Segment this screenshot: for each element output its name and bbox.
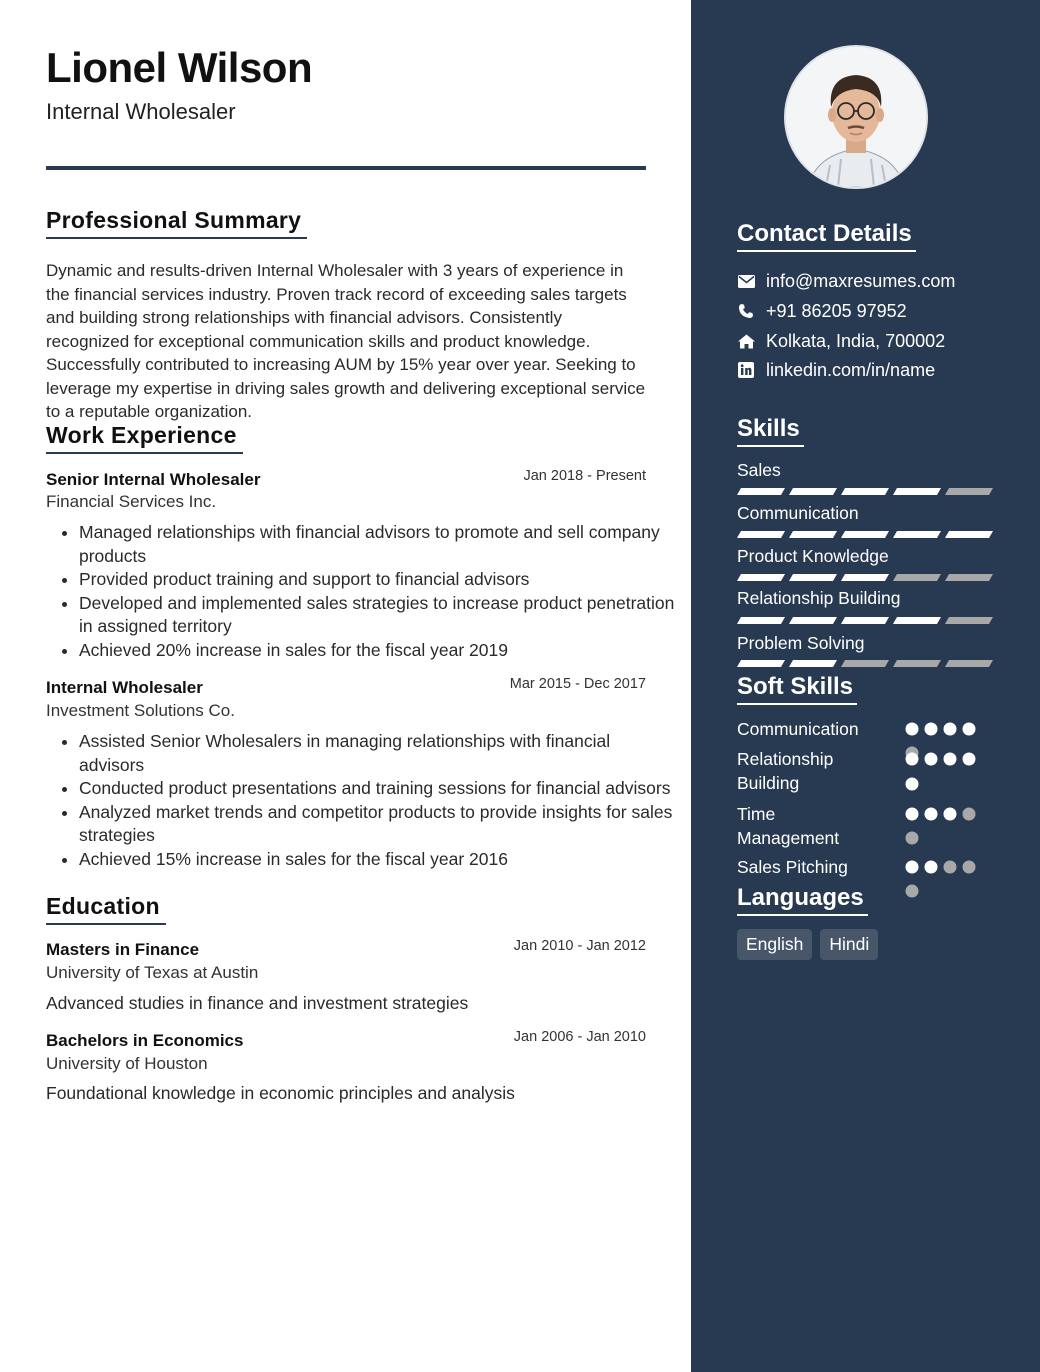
skill-segment-filled [737,531,785,538]
skill-segment-filled [841,617,889,624]
header-divider [46,166,646,170]
languages-list [737,929,878,960]
skill-segment-filled [737,660,785,667]
contact-linkedin-text: linkedin.com/in/name [766,359,936,380]
skill-segment-filled [945,531,993,538]
soft-skill-dots [905,807,985,857]
skill-segment-filled [893,488,941,495]
skill-segment-empty [945,660,993,667]
dot-filled [906,778,919,791]
education-description: Advanced studies in finance and investment strategies [46,993,469,1013]
skill-level-bar [737,617,993,624]
degree-title: Masters in Finance [46,940,200,959]
job-bullet: • Analyzed market trends and competitor products to provide insights for sales strategies [79,801,679,848]
dot-filled [925,808,938,821]
job-bullet: • Achieved 20% increase in sales for the fiscal year 2019 [79,639,679,663]
skill-level-bar [737,574,993,581]
dot-filled [925,861,938,874]
skill-segment-empty [893,574,941,581]
phone-icon [737,302,755,320]
soft-skill-name: Communication [737,719,859,739]
job-bullet: • Developed and implemented sales strategies to increase product penetration in assigned territory [79,592,679,639]
skills-heading: Skills [737,415,804,447]
candidate-title: Internal Wholesaler [46,99,236,124]
skill-segment-filled [893,617,941,624]
skill-segment-filled [737,488,785,495]
contact-phone[interactable] [737,299,907,323]
job-bullet: • Provided product training and support to financial advisors [79,568,679,592]
contact-email[interactable] [737,269,955,293]
language-pill: Hindi [820,929,878,960]
languages-heading: Languages [737,884,868,916]
dot-empty [963,861,976,874]
soft-skills-heading: Soft Skills [737,673,857,705]
contact-address-text: Kolkata, India, 700002 [766,330,946,351]
contact-address [737,329,945,353]
skill-segment-filled [841,574,889,581]
summary-text: Dynamic and results-driven Internal Wholesaler with 3 years of experience in the financial services industry. Proven track record of exceeding sales targets and building strong relationships with financial advisors. Consistently recognized for exceptional communication skills and product knowledge. Successfully contributed to increasing AUM by 15% year over year. Seeking to leverage my expertise in driving sales growth and delivering exceptional service to a reputable organization. [46,261,646,421]
skill-name: Communication [737,503,859,523]
home-icon [737,332,755,350]
skill-segment-filled [789,531,837,538]
dot-filled [944,808,957,821]
skill-name: Relationship Building [737,588,901,608]
soft-skill-dots [905,752,985,802]
education-description: Foundational knowledge in economic principles and analysis [46,1083,515,1103]
dot-filled [906,723,919,736]
skill-level-bar [737,531,993,538]
summary-heading: Professional Summary [46,207,307,239]
skill-segment-empty [841,660,889,667]
dot-filled [906,753,919,766]
skill-name: Product Knowledge [737,546,889,566]
skill-segment-filled [789,574,837,581]
job-dates: Mar 2015 - Dec 2017 [509,676,646,692]
skill-segment-empty [893,660,941,667]
dot-filled [963,723,976,736]
language-pill: English [737,929,812,960]
job-bullet: • Achieved 15% increase in sales for the fiscal year 2016 [79,848,679,872]
dot-filled [944,723,957,736]
soft-skill-name: Relationship Building [737,749,834,793]
skill-segment-filled [789,617,837,624]
contact-linkedin[interactable] [737,358,935,382]
contact-heading: Contact Details [737,220,916,252]
profile-photo-illustration [786,47,926,187]
skill-segment-empty [945,617,993,624]
skill-segment-filled [737,617,785,624]
envelope-icon [737,272,755,290]
dot-empty [906,832,919,845]
job-bullets [46,521,679,662]
education-heading: Education [46,893,166,925]
contact-phone-text: +91 86205 97952 [766,300,907,321]
soft-skill-name: Time Management [737,804,840,848]
skill-segment-filled [789,488,837,495]
sidebar [691,0,1040,1372]
dot-filled [944,753,957,766]
soft-skill-dots [905,860,985,910]
skill-segment-filled [841,488,889,495]
contact-email-text: info@maxresumes.com [766,270,956,291]
job-bullet: • Managed relationships with financial advisors to promote and sell company products [79,521,679,568]
skill-segment-empty [945,488,993,495]
dot-empty [963,808,976,821]
skill-level-bar [737,660,993,667]
skill-segment-filled [841,531,889,538]
dot-filled [925,753,938,766]
job-company: Financial Services Inc. [46,492,217,511]
dot-filled [963,753,976,766]
school-name: University of Houston [46,1054,208,1073]
job-dates: Jan 2018 - Present [523,468,646,484]
dot-filled [906,808,919,821]
linkedin-icon [737,361,755,379]
skill-segment-empty [945,574,993,581]
skill-segment-filled [789,660,837,667]
profile-photo [784,45,928,189]
skill-name: Problem Solving [737,633,865,653]
skill-segment-filled [737,574,785,581]
skill-level-bar [737,488,993,495]
job-bullets [46,730,679,871]
skill-name: Sales [737,460,781,480]
job-company: Investment Solutions Co. [46,701,235,720]
soft-skill-name: Sales Pitching [737,857,848,877]
dot-empty [944,861,957,874]
job-title: Senior Internal Wholesaler [46,470,261,489]
job-bullet: • Conducted product presentations and training sessions for financial advisors [79,777,679,801]
candidate-name: Lionel Wilson [46,44,313,91]
dot-filled [925,723,938,736]
education-dates: Jan 2010 - Jan 2012 [513,938,646,954]
experience-heading: Work Experience [46,422,243,454]
degree-title: Bachelors in Economics [46,1031,244,1050]
job-title: Internal Wholesaler [46,678,203,697]
skill-segment-filled [893,531,941,538]
education-dates: Jan 2006 - Jan 2010 [513,1029,646,1045]
dot-empty [906,885,919,898]
school-name: University of Texas at Austin [46,963,259,982]
job-bullet: • Assisted Senior Wholesalers in managing relationships with financial advisors [79,730,679,777]
dot-filled [906,861,919,874]
